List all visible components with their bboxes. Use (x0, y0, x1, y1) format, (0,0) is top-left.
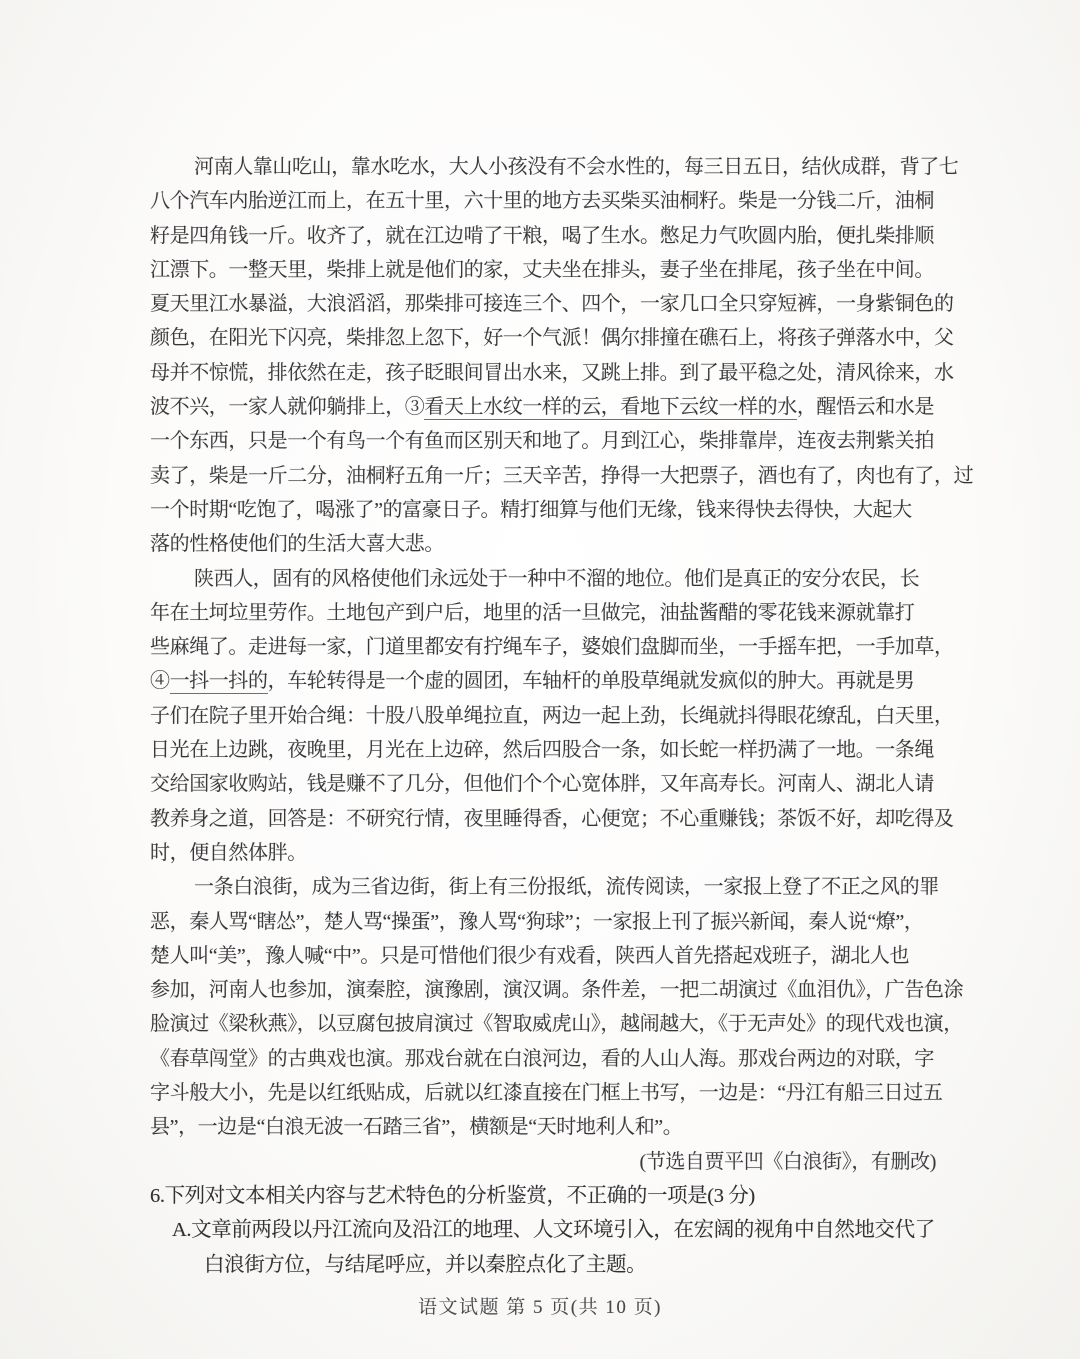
passage-line (150, 356, 954, 390)
passage-text-segment: 县”，一边是“白浪无波一石踏三省”，横额是“天时地利人和”。 (150, 1116, 683, 1139)
passage-text-segment: 夏天里江水暴溢，大浪滔滔，那柴排可接连三个、四个，一家几口全只穿短裤，一身紫铜色的 (150, 293, 954, 316)
passage-line (150, 459, 974, 493)
passage-line (150, 287, 954, 321)
passage-text-segment: 子们在院子里开始合绳：十股八股单绳拉直，两边一起上劲，长绳就抖得眼花缭乱，白天里， (150, 704, 954, 727)
passage-text-segment: 字斗般大小，先是以红纸贴成，后就以红漆直接在门框上书写，一边是：“丹江有船三日过五 (150, 1082, 943, 1105)
passage-line (150, 836, 936, 870)
passage-line (150, 973, 964, 1007)
passage-line (150, 493, 936, 527)
passage-line (150, 596, 936, 630)
passage-text-segment: 八个汽车内胎逆江而上，在五十里，六十里的地方去买柴买油桐籽。柴是一分钱二斤，油桐 (150, 190, 934, 213)
passage-line (150, 253, 936, 287)
passage-text-segment: 参加，河南人也参加，演秦腔，演豫剧，演汉调。条件差，一把二胡演过《血泪仇》，广告色涂 (150, 979, 964, 1002)
passage-text-segment: 些麻绳了。走进每一家，门道里都安有拧绳车子，婆娘们盘脚而坐，一手摇车把，一手加草， (150, 636, 954, 659)
passage-line (150, 664, 936, 698)
question-6-option-a: A.文章前两段以丹江流向及沿江的地理、人文环境引入，在宏阔的视角中自然地交代了 (172, 1219, 935, 1242)
passage-text-segment: 陕西人，固有的风格使他们永远处于一种中不溜的地位。他们是真正的安分农民，长 (194, 567, 920, 590)
passage-text-segment: 江漂下。一整天里，柴排上就是他们的家，丈夫坐在排头，妻子坐在排尾，孩子坐在中间。 (150, 258, 934, 281)
passage-text-segment: 时，便自然体胖。 (150, 841, 307, 864)
passage-text-segment: ，车轮转得是一个虚的圆团，车轴杆的单股草绳就发疯似的肿大。再就是男 (267, 670, 915, 693)
passage-text-segment: 河南人靠山吃山，靠水吃水，大人小孩没有不会水性的，每三日五日，结伙成群，背了七 (194, 156, 959, 178)
passage-line (150, 150, 959, 184)
passage-text-segment: 教养身之道，回答是：不研究行情，夜里睡得香，心便宽；不心重赚钱；茶饭不好，却吃得及 (150, 807, 954, 830)
passage-text-segment: ，醒悟云和水是 (796, 396, 935, 419)
passage-text-segment: 籽是四角钱一斤。收齐了，就在江边啃了干粮，喝了生水。憋足力气吹圆内胎，便扎柴排顺 (150, 224, 934, 247)
passage-line (150, 939, 936, 973)
passage-line (150, 527, 936, 561)
passage-text-segment: 脸演过《梁秋燕》，以豆腐包披肩演过《智取威虎山》，越闹越大，《于无声处》的现代戏也演， (150, 1013, 963, 1036)
passage-text-segment: 颜色，在阳光下闪亮，柴排忽上忽下，好一个气派！偶尔排撞在礁石上，将孩子弹落水中，父 (150, 327, 954, 350)
passage-line (150, 802, 954, 836)
underlined-phrase: 看天上水纹一样的云，看地下云纹一样的水 (424, 396, 797, 419)
passage-text-segment: 一个时期“吃饱了，喝涨了”的富豪日子。精打细算与他们无缘，钱来得快去得快，大起大 (150, 498, 912, 521)
passage-text-block (150, 150, 974, 1282)
passage-text-segment: 日光在上边跳，夜晚里，月光在上边碎，然后四股合一条，如长蛇一样扔满了一地。一条绳 (150, 739, 934, 762)
page-footer: 语文试题 第 5 页(共 10 页) (418, 1297, 662, 1318)
passage-line (150, 1110, 936, 1144)
passage-line (150, 321, 954, 355)
passage-line (150, 630, 954, 664)
passage-line (150, 905, 936, 939)
passage-line (150, 1042, 936, 1076)
passage-line (150, 424, 936, 458)
passage-line (150, 767, 936, 801)
passage-text-segment: ④ (150, 670, 170, 693)
passage-line (150, 733, 936, 767)
passage-line (150, 699, 954, 733)
passage-line (150, 562, 936, 596)
passage-text-segment: 一个东西，只是一个有鸟一个有鱼而区别天和地了。月到江心，柴排靠岸，连夜去荆紫关拍 (150, 430, 934, 453)
passage-line (150, 1007, 963, 1041)
passage-text-segment: 卖了，柴是一斤二分，油桐籽五角一斤；三天辛苦，挣得一大把票子，酒也有了，肉也有了，过 (150, 464, 974, 487)
question-6-option-a-continuation: 白浪街方位，与结尾呼应，并以秦腔点化了主题。 (204, 1253, 647, 1276)
passage-text-segment: 落的性格使他们的生活大喜大悲。 (150, 533, 444, 556)
passage-text-segment: 《春草闯堂》的古典戏也演。那戏台就在白浪河边，看的人山人海。那戏台两边的对联，字 (150, 1047, 934, 1070)
question-6-stem: 6.下列对文本相关内容与艺术特色的分析鉴赏，不正确的一项是(3 分) (150, 1184, 755, 1207)
passage-text-segment: 一条白浪街，成为三省边街，街上有三份报纸，流传阅读，一家报上登了不正之风的罪 (194, 876, 939, 899)
passage-text-segment: 母并不惊慌，排依然在走，孩子眨眼间冒出水来，又跳上排。到了最平稳之处，清风徐来，水 (150, 361, 954, 384)
underlined-phrase: 一抖一抖的 (169, 670, 268, 693)
passage-lines (150, 150, 974, 1145)
passage-text-segment: 年在土坷垃里劳作。土地包产到户后，地里的活一旦做完，油盐酱醋的零花钱来源就靠打 (150, 601, 915, 624)
passage-line (150, 219, 936, 253)
passage-text-segment: 交给国家收购站，钱是赚不了几分，但他们个个心宽体胖，又年高寿长。河南人、湖北人请 (150, 773, 934, 796)
passage-line (150, 184, 936, 218)
passage-line (150, 1076, 943, 1110)
passage-text-segment: 波不兴，一家人就仰躺排上，③ (150, 396, 425, 419)
passage-attribution: (节选自贾平凹《白浪街》，有删改) (639, 1150, 936, 1173)
passage-line (150, 870, 939, 904)
passage-text-segment: 恶，秦人骂“瞎怂”，楚人骂“操蛋”，豫人骂“狗球”；一家报上刊了振兴新闻，秦人说“燎”， (150, 910, 924, 933)
passage-line (150, 390, 936, 424)
passage-text-segment: 楚人叫“美”，豫人喊“中”。只是可惜他们很少有戏看，陕西人首先搭起戏班子，湖北人也 (150, 944, 910, 967)
